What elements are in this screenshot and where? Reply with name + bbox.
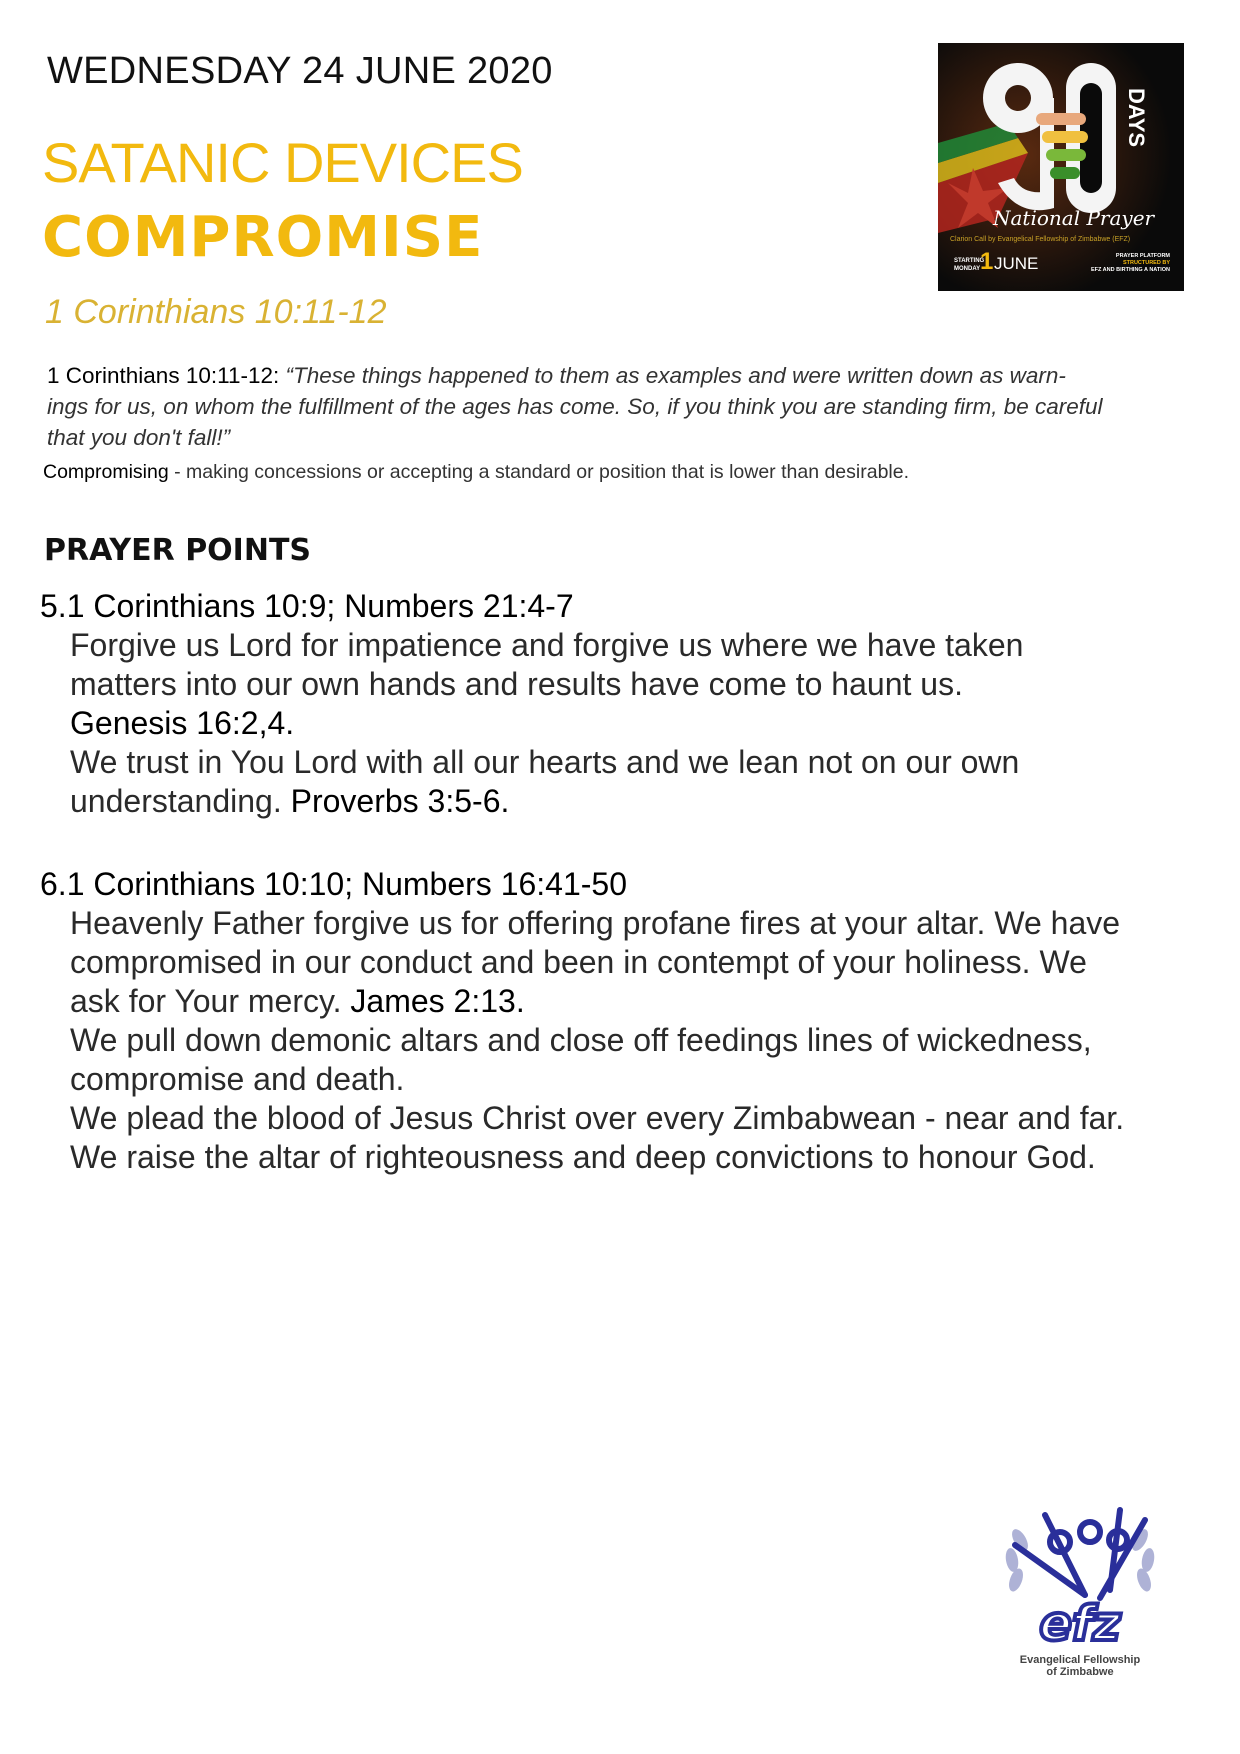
poster-day-number: 1 — [980, 248, 994, 275]
definition-text: - making concessions or accepting a standard or position that is lower than desirable. — [168, 461, 910, 483]
prayer-text: Forgive us Lord for impatience and forgive us where we have taken — [70, 627, 1024, 663]
efz-emblem-icon — [990, 1500, 1170, 1650]
scripture-reference-heading: 1 Corinthians 10:11-12 — [45, 293, 387, 331]
efz-logo — [990, 1500, 1170, 1700]
verse-text: “These things happened to them as examples and were written down as warn- — [285, 363, 1066, 388]
scripture-ref: Genesis 16:2,4. — [70, 705, 295, 741]
verse-line: ings for us, on whom the fulfillment of the ages has come. So, if you think you are standing firm, be careful — [47, 394, 1103, 419]
poster-clarion-call: Clarion Call by Evangelical Fellowship of Zimbabwe (EFZ) — [950, 236, 1131, 243]
scripture-ref: James 2:13. — [350, 983, 525, 1019]
date-heading: WEDNESDAY 24 JUNE 2020 — [47, 50, 553, 92]
title-compromise: COMPROMISE — [42, 205, 484, 270]
national-prayer-poster — [938, 43, 1184, 291]
poster-platform-line: STRUCTURED BY — [1122, 260, 1170, 266]
prayer-text: We plead the blood of Jesus Christ over every Zimbabwean - near and far. — [70, 1100, 1125, 1136]
poster-platform-line: EFZ AND BIRTHING A NATION — [1090, 267, 1170, 273]
prayer-text: compromised in our conduct and been in contempt of your holiness. We — [70, 944, 1087, 980]
verse-line — [47, 360, 1187, 391]
prayer-line — [70, 743, 1210, 782]
poster-days-label: DAYS — [1124, 88, 1149, 148]
prayer-line — [70, 1138, 1210, 1177]
verse-block — [47, 360, 1187, 453]
prayer-line — [70, 1060, 1210, 1099]
prayer-line — [70, 1099, 1210, 1138]
poster-platform-credit — [1091, 253, 1170, 274]
prayer-line — [70, 626, 1210, 665]
poster-month: JUNE — [994, 254, 1039, 273]
prayer-text: understanding. — [70, 783, 291, 819]
prayer-text: We pull down demonic altars and close off feedings lines of wickedness, — [70, 1022, 1092, 1058]
prayer-line — [70, 704, 1210, 743]
prayer-point-5 — [40, 587, 1210, 821]
efz-org-line: of Zimbabwe — [1046, 1666, 1114, 1678]
efz-letters: efz — [1039, 1596, 1121, 1650]
poster-monday: MONDAY — [954, 266, 981, 272]
prayer-line — [70, 904, 1210, 943]
poster-script-title: National Prayer — [993, 206, 1155, 230]
prayer-text: ask for Your mercy. — [70, 983, 351, 1019]
prayer-line — [70, 943, 1210, 982]
poster-platform-line: PRAYER PLATFORM — [1115, 253, 1170, 259]
scripture-ref: Proverbs 3:5-6. — [290, 783, 510, 819]
prayer-point-body — [70, 626, 1210, 821]
prayer-point-title: 6.1 Corinthians 10:10; Numbers 16:41-50 — [40, 866, 628, 902]
prayer-text: We trust in You Lord with all our hearts and we lean not on our own — [70, 744, 1020, 780]
prayer-text: compromise and death. — [70, 1061, 405, 1097]
prayer-point-title: 5.1 Corinthians 10:9; Numbers 21:4-7 — [40, 588, 574, 624]
efz-org-name — [990, 1654, 1170, 1678]
prayer-line — [70, 782, 1210, 821]
prayer-points-heading: PRAYER POINTS — [44, 533, 312, 568]
prayer-text: matters into our own hands and results have come to haunt us. — [70, 666, 963, 702]
prayer-point-body — [70, 904, 1210, 1177]
prayer-line — [70, 1021, 1210, 1060]
prayer-text: Heavenly Father forgive us for offering profane fires at your altar. We have — [70, 905, 1121, 941]
definition-term: Compromising — [43, 461, 169, 483]
efz-org-line: Evangelical Fellowship — [1019, 1654, 1141, 1666]
verse-line: that you don't fall!” — [47, 425, 231, 450]
definition — [43, 461, 909, 484]
prayer-point-6 — [40, 865, 1210, 1177]
title-satanic-devices: SATANIC DEVICES — [42, 131, 523, 194]
prayer-text: We raise the altar of righteousness and deep convictions to honour God. — [70, 1139, 1096, 1175]
prayer-line — [70, 665, 1210, 704]
poster-starting: STARTING — [954, 258, 985, 264]
prayer-line — [70, 982, 1210, 1021]
verse-reference: 1 Corinthians 10:11-12: — [47, 363, 280, 388]
